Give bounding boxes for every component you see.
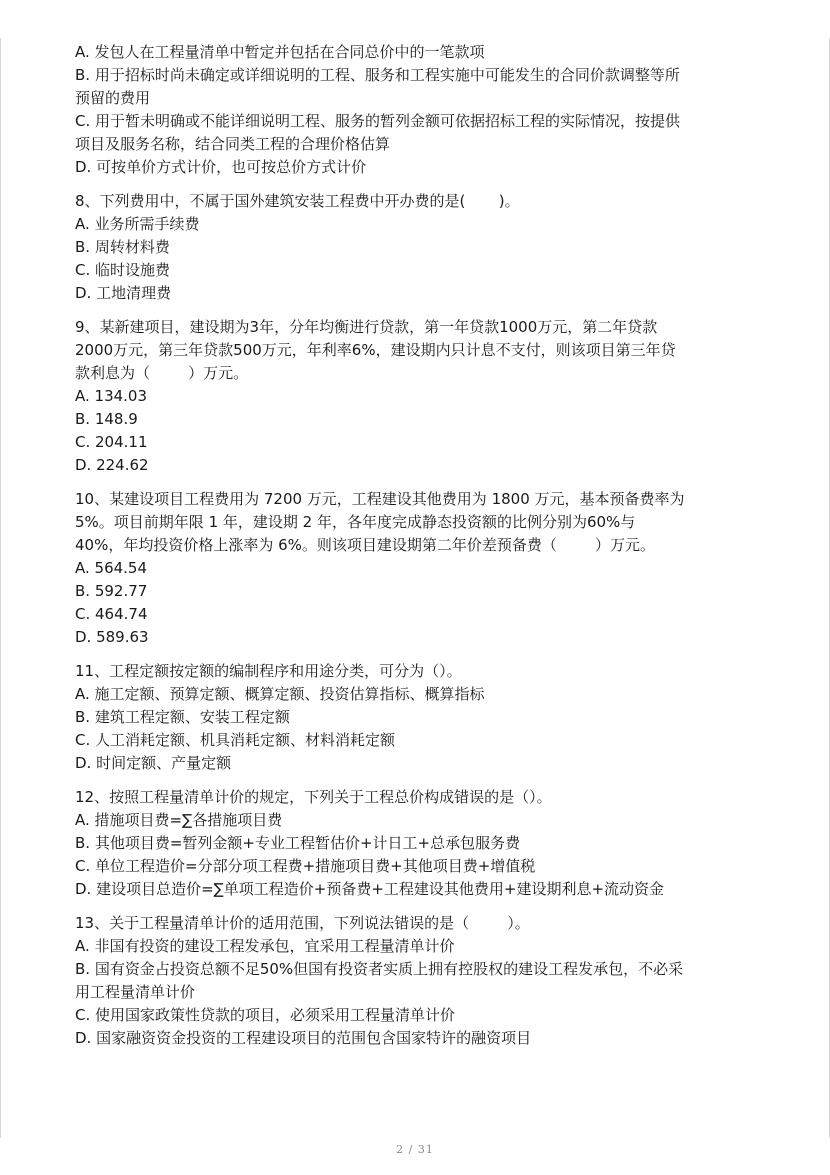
option-b: B. 用于招标时尚未确定或详细说明的工程、服务和工程实施中可能发生的合同价款调整等所 bbox=[75, 66, 680, 84]
option-d: D. 时间定额、产量定额 bbox=[75, 754, 232, 772]
option-a: A. 发包人在工程量清单中暂定并包括在合同总价中的一笔款项 bbox=[75, 43, 485, 61]
option-c: C. 用于暂未明确或不能详细说明工程、服务的暂列金额可依据招标工程的实际情况，按提供 bbox=[75, 112, 681, 130]
question-text: 11、工程定额按定额的编制程序和用途分类，可分为（）。 bbox=[75, 662, 462, 680]
option-a: A. 564.54 bbox=[75, 559, 148, 577]
question-text-continued: 款利息为（ ）万元。 bbox=[75, 364, 249, 382]
option-d: D. 工地清理费 bbox=[75, 284, 172, 302]
question-text: 13、关于工程量清单计价的适用范围，下列说法错误的是（ ）。 bbox=[75, 914, 530, 932]
option-b-continued: 用工程量清单计价 bbox=[75, 983, 196, 1001]
option-a: A. 施工定额、预算定额、概算定额、投资估算指标、概算指标 bbox=[75, 685, 485, 703]
option-b: B. 国有资金占投资总额不足50%但国有投资者实质上拥有控股权的建设工程发承包，不必采 bbox=[75, 960, 684, 978]
question-text-continued: 2000万元，第三年贷款500万元，年利率6%，建设期内只计息不支付，则该项目第三年贷 bbox=[75, 341, 676, 359]
option-b: B. 其他项目费=暂列金额+专业工程暂估价+计日工+总承包服务费 bbox=[75, 834, 521, 852]
question-text: 12、按照工程量清单计价的规定，下列关于工程总价构成错误的是（）。 bbox=[75, 788, 552, 806]
option-c: C. 204.11 bbox=[75, 433, 148, 451]
question-text-continued: 5%。项目前期年限 1 年，建设期 2 年，各年度完成静态投资额的比例分别为60%与 bbox=[75, 513, 636, 531]
option-a: A. 非国有投资的建设工程发承包，宜采用工程量清单计价 bbox=[75, 937, 455, 955]
question-text-continued: 40%，年均投资价格上涨率为 6%。则该项目建设期第二年价差预备费（ ）万元。 bbox=[75, 536, 656, 554]
option-c-continued: 项目及服务名称，结合同类工程的合理价格估算 bbox=[75, 135, 391, 153]
question-11 bbox=[75, 660, 765, 775]
option-d: D. 国家融资资金投资的工程建设项目的范围包含国家特许的融资项目 bbox=[75, 1029, 532, 1047]
option-d: D. 建设项目总造价=∑单项工程造价+预备费+工程建设其他费用+建设期利息+流动资金 bbox=[75, 880, 665, 898]
option-b: B. 592.77 bbox=[75, 582, 148, 600]
question-text: 9、某新建项目，建设期为3年，分年均衡进行贷款，第一年贷款1000万元，第二年贷款 bbox=[75, 318, 658, 336]
option-c: C. 人工消耗定额、机具消耗定额、材料消耗定额 bbox=[75, 731, 396, 749]
question-7-options bbox=[75, 41, 765, 179]
question-8 bbox=[75, 190, 765, 305]
option-a: A. 134.03 bbox=[75, 387, 148, 405]
option-d: D. 224.62 bbox=[75, 456, 149, 474]
option-d: D. 可按单价方式计价，也可按总价方式计价 bbox=[75, 158, 367, 176]
question-text: 10、某建设项目工程费用为 7200 万元，工程建设其他费用为 1800 万元，基本预备费率为 bbox=[75, 490, 685, 508]
question-10 bbox=[75, 488, 765, 649]
page-edge-left bbox=[0, 38, 1, 1138]
option-c: C. 使用国家政策性贷款的项目，必须采用工程量清单计价 bbox=[75, 1006, 456, 1024]
question-9 bbox=[75, 316, 765, 477]
question-12 bbox=[75, 786, 765, 901]
option-a: A. 措施项目费=∑各措施项目费 bbox=[75, 811, 283, 829]
option-a: A. 业务所需手续费 bbox=[75, 215, 200, 233]
option-c: C. 464.74 bbox=[75, 605, 148, 623]
option-b: B. 建筑工程定额、安装工程定额 bbox=[75, 708, 290, 726]
option-b: B. 148.9 bbox=[75, 410, 138, 428]
question-text: 8、下列费用中，不属于国外建筑安装工程费中开办费的是( )。 bbox=[75, 192, 520, 210]
option-b: B. 周转材料费 bbox=[75, 238, 170, 256]
page-number: 2 / 31 bbox=[396, 1143, 434, 1156]
option-c: C. 单位工程造价=分部分项工程费+措施项目费+其他项目费+增值税 bbox=[75, 857, 536, 875]
option-d: D. 589.63 bbox=[75, 628, 149, 646]
option-c: C. 临时设施费 bbox=[75, 261, 171, 279]
page-content bbox=[75, 41, 765, 1050]
option-b-continued: 预留的费用 bbox=[75, 89, 151, 107]
question-13 bbox=[75, 912, 765, 1050]
